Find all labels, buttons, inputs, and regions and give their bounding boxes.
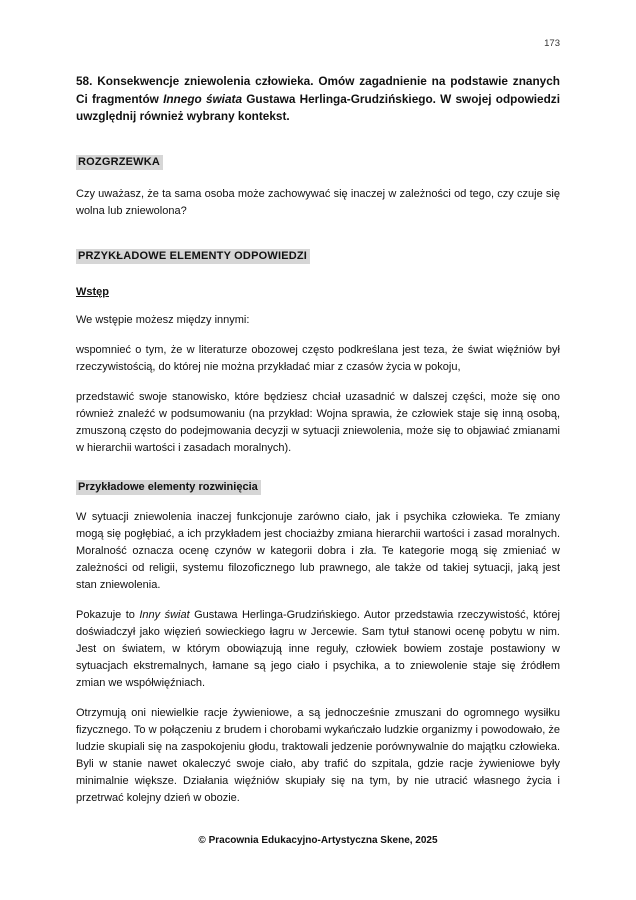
development-p2-book-name: Inny świat [139, 608, 190, 621]
development-heading: Przykładowe elementy rozwinięcia [76, 480, 261, 495]
exam-task-title [76, 73, 560, 126]
warmup-section [76, 152, 560, 170]
title-text-pre: 58. Konsekwencje zniewolenia człowieka. Omów zagadnienie na podstawie znanych Ci fragmentów [76, 74, 560, 106]
development-paragraph-1: W sytuacji zniewolenia inaczej funkcjonuje zarówno ciało, jak i psychika człowieka. Te zmiany mogą się pogłębiać, a ich przykładem jest chociażby zmiana hierarchii wartości i zasad moralnych. Moralność oznacza ocenę czynów w kategorii dobra i zła. Te kategorie mogą się zmieniać w zależności od religii, systemu filozoficznego lub prawnego, ale także od takiej sytuacji, jaką jest stan zniewolenia. [76, 510, 560, 591]
development-paragraph-2 [76, 607, 560, 692]
title-book-name: Innego świata [163, 91, 243, 106]
intro-point-2: przedstawić swoje stanowisko, które będziesz chciał uzasadnić w dalszej części, może się ono również znaleźć w podsumowaniu (na przykład: Wojna sprawia, że człowiek staje się inną osobą, zmuszoną często do podejmowania decyzji w sytuacji zniewolenia, może się to objawiać zmianami w hierarchii wartości i zasadach moralnych). [76, 390, 560, 454]
intro-heading: Wstęp [76, 285, 109, 298]
development-p2-pre: Pokazuje to [76, 608, 140, 621]
intro-point-1: wspomnieć o tym, że w literaturze obozowej często podkreślana jest teza, że świat więźniów był rzeczywistością, do której nie można przykładać miar z czasów życia w pokoju, [76, 343, 560, 373]
development-p2-post: Gustawa Herlinga-Grudzińskiego. Autor przedstawia rzeczywistość, której doświadczył jako więzień sowieckiego łagru w Jercewie. Sam tytuł stanowi ocenę pobytu w nim. Jest on światem, w którym obowiązują inne reguły, człowiek bowiem zostaje postawiony w sytuacjach ekstremalnych, łamane są jego ciało i psychika, a to zniewolenie staje się źródłem zmian we współwięźniach. [76, 608, 560, 689]
copyright-footer: © Pracownia Edukacyjno-Artystyczna Skene, 2025 [198, 835, 438, 846]
sample-answers-section [76, 246, 560, 264]
page-number: 173 [544, 38, 560, 49]
warmup-question: Czy uważasz, że ta sama osoba może zachowywać się inaczej w zależności od tego, czy czuje się wolna lub zniewolona? [76, 187, 560, 217]
development-section [76, 477, 560, 495]
title-text-post: Gustawa Herlinga-Grudzińskiego. W swojej odpowiedzi uwzględnij również wybrany kontekst. [76, 91, 560, 123]
development-paragraph-3: Otrzymują oni niewielkie racje żywieniowe, a są jednocześnie zmuszani do ogromnego wysiłku fizycznego. To w połączeniu z brudem i chorobami wykańczało ludzkie organizmy i powodowało, że ludzie skupiali się na zaspokojeniu głodu, traktowali jedzenie porównywalnie do majątku człowieka. Byli w stanie nawet okaleczyć swoje ciało, aby trafić do szpitala, gdzie racje żywieniowe były minimalnie większe. Działania więźniów skupiały się na tym, by nie utracić własnego życia i przetrwać kolejny dzień w obozie. [76, 706, 560, 804]
warmup-heading: ROZGRZEWKA [76, 155, 163, 170]
intro-lead: We wstępie możesz między innymi: [76, 313, 250, 326]
sample-answers-heading: PRZYKŁADOWE ELEMENTY ODPOWIEDZI [76, 249, 310, 264]
